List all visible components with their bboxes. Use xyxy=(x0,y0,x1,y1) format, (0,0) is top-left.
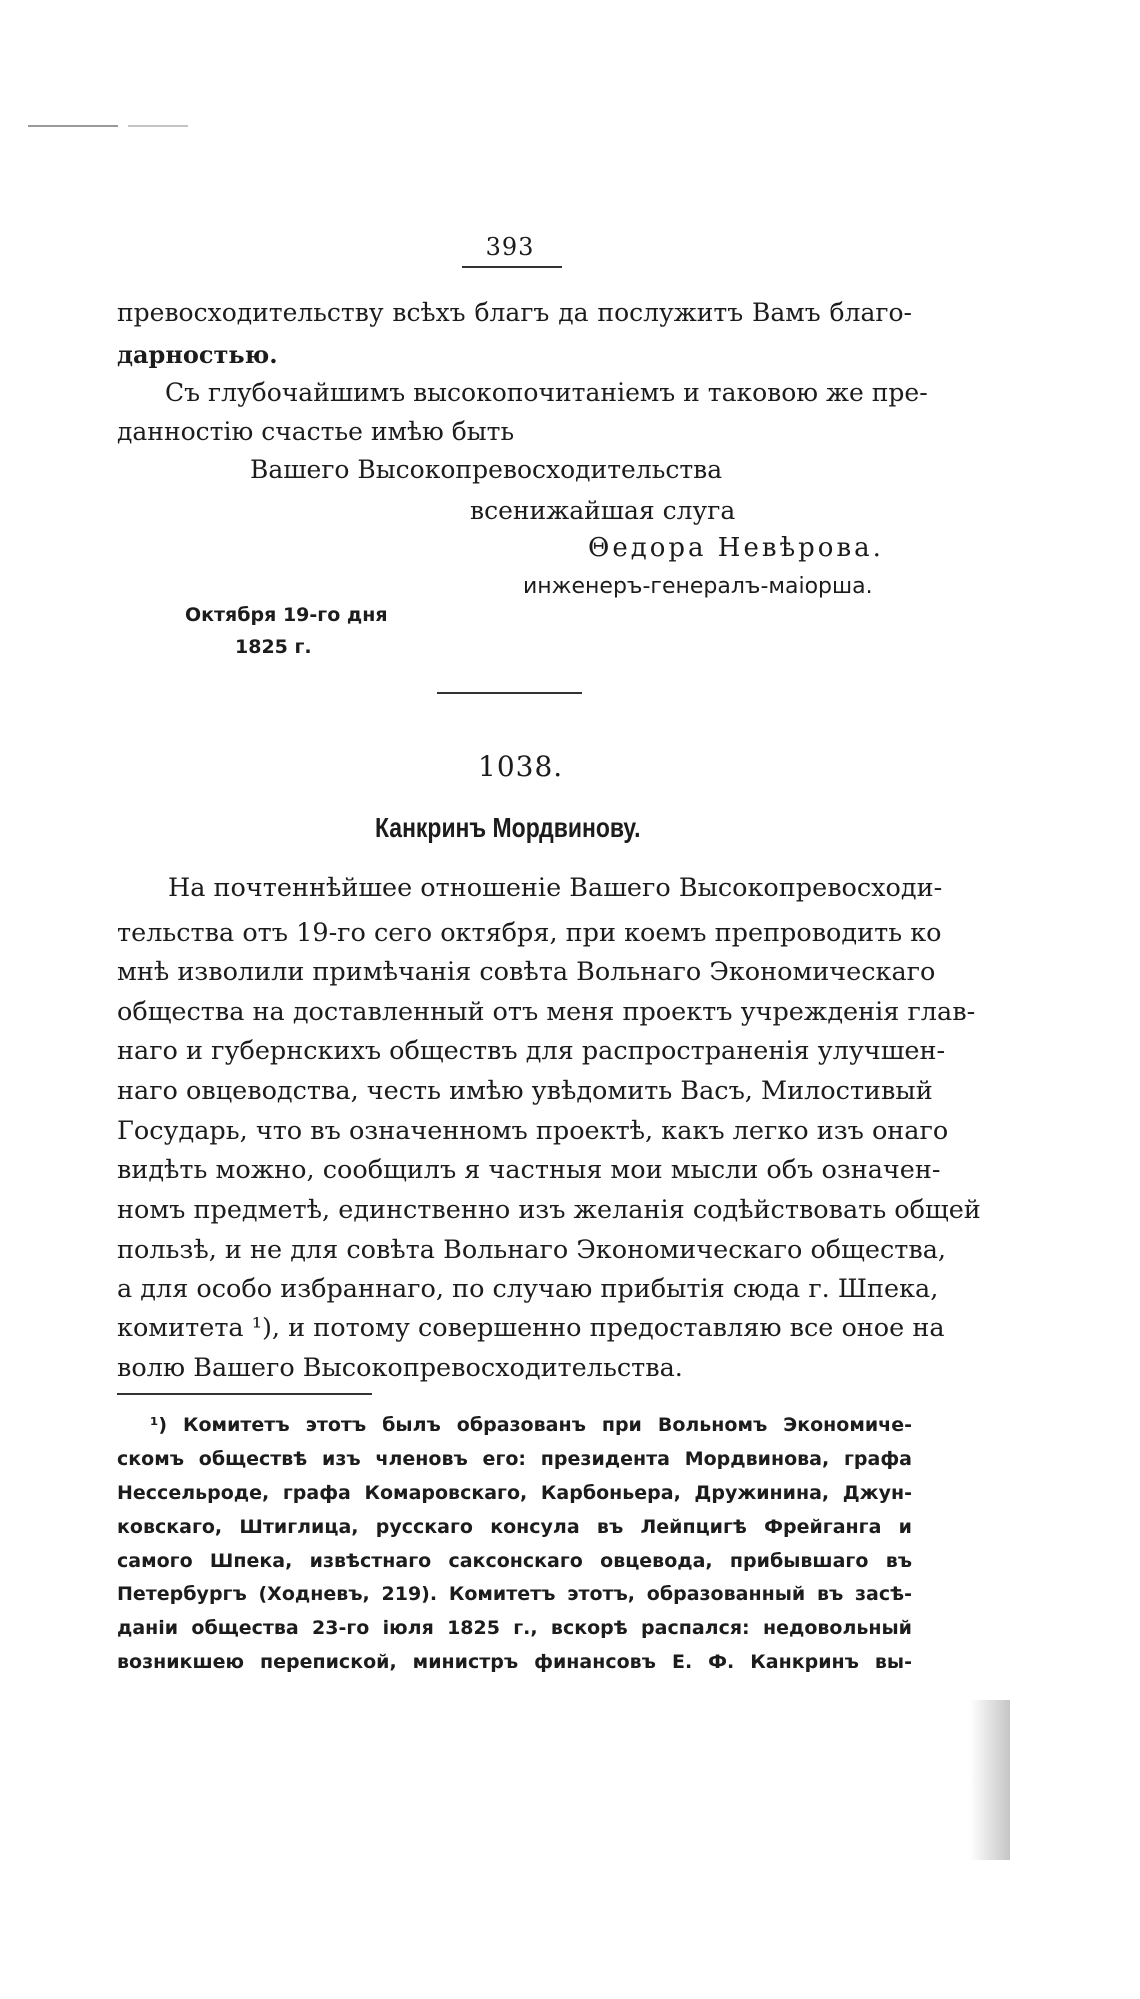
continuation-line-1: превосходительству всѣхъ благъ да послужитъ Вамъ благо- xyxy=(117,298,912,327)
continuation-line-2: дарностью. xyxy=(117,340,278,369)
footnote-line: ковскаго, Штиглица, русскаго консула въ Лейпцигѣ Фрейганга и xyxy=(117,1516,912,1538)
footnote-line: скомъ обществѣ изъ членовъ его: президента Мордвинова, графа xyxy=(117,1448,912,1470)
footnote-line: Нессельроде, графа Комаровскаго, Карбоньера, Дружинина, Джун- xyxy=(117,1482,912,1504)
letter-body-line: тельства отъ 19-го сего октября, при коемъ препроводить ко xyxy=(117,918,942,948)
scan-artifact-line xyxy=(28,125,118,127)
scan-artifact-line xyxy=(128,125,188,127)
page-number: 393 xyxy=(485,233,535,261)
continuation-line-4: данностію счастье имѣю быть xyxy=(117,417,515,446)
footnote-line: возникшею перепиской, министръ финансовъ Е. Ф. Канкринъ вы- xyxy=(117,1651,912,1673)
letter-date-line-2: 1825 г. xyxy=(235,636,312,658)
letter-body-line: пользѣ, и не для совѣта Вольнаго Экономическаго общества, xyxy=(117,1235,947,1265)
letter-body-line: Государь, что въ означенномъ проектѣ, какъ легко изъ онаго xyxy=(117,1116,949,1146)
signer-title: инженеръ-генералъ-маіорша. xyxy=(523,574,873,599)
letter-title: Канкринъ Мордвинову. xyxy=(375,812,641,843)
scan-edge-shadow xyxy=(970,1700,1010,1860)
footnote-line: Петербургъ (Ходневъ, 219). Комитетъ этотъ, образованный въ засѣ- xyxy=(117,1583,912,1605)
footnote-line: ¹) Комитетъ этотъ былъ образованъ при Вольномъ Экономиче- xyxy=(150,1414,912,1436)
letter-date-line-1: Октября 19-го дня xyxy=(185,604,388,626)
section-separator xyxy=(437,692,582,694)
footnote-line: даніи общества 23-го іюля 1825 г., вскорѣ распался: недовольный xyxy=(117,1617,912,1639)
page-number-underline xyxy=(462,266,562,268)
letter-number: 1038. xyxy=(478,750,564,783)
signer-name: Θедора Невѣрова. xyxy=(588,533,884,563)
continuation-line-3: Съ глубочайшимъ высокопочитаніемъ и таковою же пре- xyxy=(165,378,928,407)
footnote-separator xyxy=(117,1393,372,1395)
letter-body-line: общества на доставленный отъ меня проектъ учрежденія глав- xyxy=(117,997,976,1027)
letter-body-line: волю Вашего Высокопревосходительства. xyxy=(117,1353,683,1383)
letter-body-line: видѣть можно, сообщилъ я частныя мои мысли объ означен- xyxy=(117,1155,941,1185)
letter-body-line: мнѣ изволили примѣчанія совѣта Вольнаго Экономическаго xyxy=(117,957,936,987)
closing-salutation: Вашего Высокопревосходительства xyxy=(250,455,723,484)
closing-servant: всенижайшая слуга xyxy=(470,496,736,525)
footnote-line: самого Шпека, извѣстнаго саксонскаго овцевода, прибывшаго въ xyxy=(117,1550,912,1572)
letter-body-line: а для особо избраннаго, по случаю прибытія сюда г. Шпека, xyxy=(117,1274,939,1304)
letter-body-line: номъ предметѣ, единственно изъ желанія содѣйствовать общей xyxy=(117,1195,981,1225)
letter-body-line: наго овцеводства, честь имѣю увѣдомить Васъ, Милостивый xyxy=(117,1076,933,1106)
letter-body-line: На почтеннѣйшее отношеніе Вашего Высокопревосходи- xyxy=(168,873,943,903)
letter-body-line: комитета ¹), и потому совершенно предоставляю все оное на xyxy=(117,1313,945,1343)
letter-body-line: наго и губернскихъ обществъ для распространенія улучшен- xyxy=(117,1036,946,1066)
